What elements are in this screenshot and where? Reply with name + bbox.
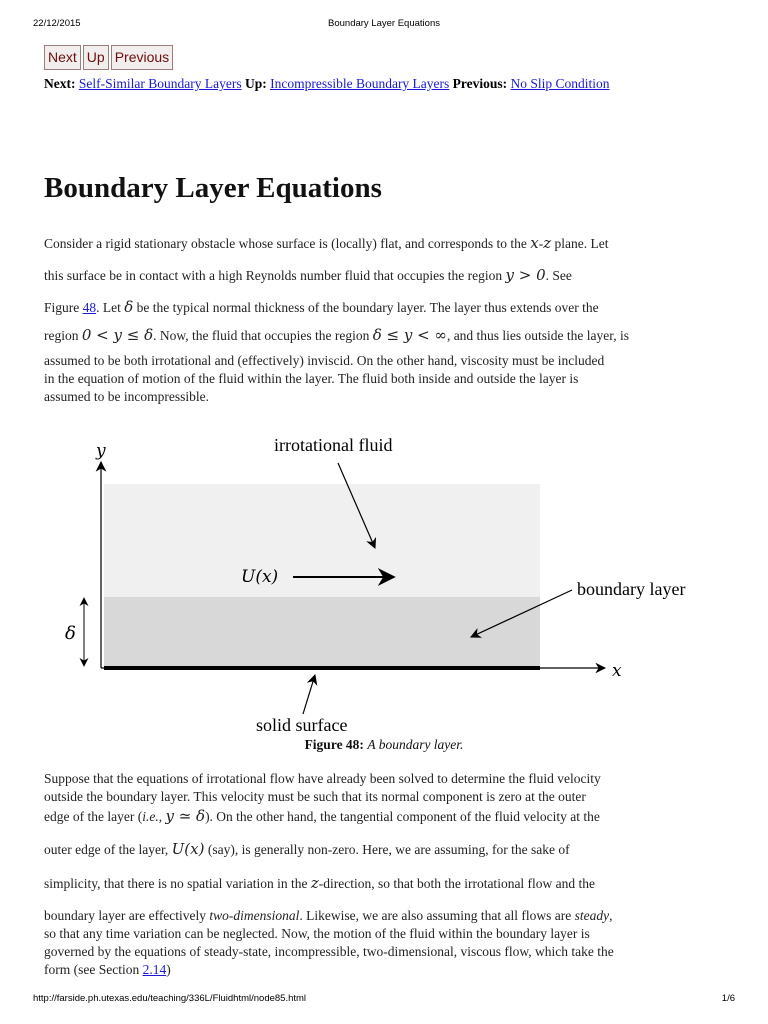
text-line: assumed to be incompressible. [44, 389, 209, 404]
print-page-number: 1/6 [721, 993, 735, 1004]
irrotational-fluid-label: irrotational fluid [274, 435, 393, 455]
text-line: form (see Section 2.14) [44, 962, 171, 977]
text-line: edge of the layer (i.e., y ≃ δ). On the other hand, the tangential component of the fluid velocity at the [44, 807, 600, 825]
solid-surface-label: solid surface [256, 715, 348, 735]
caption-number: Figure 48: [304, 737, 364, 752]
text-line: so that any time variation can be neglected. Now, the motion of the fluid within the boundary layer is [44, 926, 590, 941]
previous-link[interactable]: No Slip Condition [510, 76, 610, 91]
text-line: governed by the equations of steady-state, incompressible, two-dimensional, viscous flow, which take the [44, 944, 614, 959]
print-url: http://farside.ph.utexas.edu/teaching/336L/Fluidhtml/node85.html [33, 993, 307, 1004]
math-z: z [543, 234, 552, 252]
text-line: Suppose that the equations of irrotational flow have already been solved to determine the fluid velocity [44, 771, 601, 786]
math-x: x [530, 234, 539, 252]
print-title: Boundary Layer Equations [328, 18, 440, 29]
body-paragraph [44, 770, 724, 979]
irrotational-region [104, 484, 540, 597]
print-date: 22/12/2015 [33, 18, 81, 29]
text-line: simplicity, that there is no spatial variation in the z-direction, so that both the irrotational flow and the [44, 874, 596, 892]
previous-label: Previous: [452, 76, 508, 91]
figure-caption [0, 737, 768, 753]
previous-button[interactable]: Previous [111, 45, 173, 70]
section-2-14-link[interactable]: 2.14 [142, 962, 167, 977]
math-z: z [310, 874, 319, 892]
next-button[interactable]: Next [44, 45, 81, 70]
next-label: Next: [44, 76, 76, 91]
x-axis-label: x [612, 661, 622, 681]
nav-buttons [44, 45, 173, 70]
intro-paragraph [44, 232, 724, 406]
next-link[interactable]: Self-Similar Boundary Layers [78, 76, 242, 91]
text-line: assumed to be both irrotational and (effectively) inviscid. On the other hand, viscosity must be included [44, 353, 605, 368]
figure-48-link[interactable]: 48 [82, 300, 97, 315]
page-title: Boundary Layer Equations [44, 172, 382, 204]
text-line: Figure 48. Let δ be the typical normal thickness of the boundary layer. The layer thus extends over the [44, 298, 599, 316]
y-axis-label: y [96, 441, 106, 461]
print-footer [33, 993, 735, 1007]
math-inline: y > 0 [505, 266, 546, 284]
math-inline: 0 < y ≤ δ [81, 326, 154, 344]
text-line: boundary layer are effectively two-dimensional. Likewise, we are also assuming that all flows are steady, [44, 908, 613, 923]
text-line: region 0 < y ≤ δ. Now, the fluid that occupies the region δ ≤ y < ∞, and thus lies outside the layer, is [44, 326, 629, 344]
up-button[interactable]: Up [83, 45, 109, 70]
text-line: in the equation of motion of the fluid within the layer. The fluid both inside and outside the layer is [44, 371, 579, 386]
text-line: outside the boundary layer. This velocity must be such that its normal component is zero at the outer [44, 789, 586, 804]
boundary-layer-figure [40, 430, 730, 760]
up-link[interactable]: Incompressible Boundary Layers [270, 76, 450, 91]
math-delta: δ [124, 298, 134, 316]
boundary-layer-label: boundary layer [577, 579, 686, 599]
delta-label: δ [65, 623, 76, 644]
up-label: Up: [244, 76, 267, 91]
math-inline: δ ≤ y < ∞ [372, 326, 447, 344]
text-line: this surface be in contact with a high Reynolds number fluid that occupies the region y > 0. See [44, 266, 572, 284]
nav-breadcrumb [44, 75, 734, 93]
math-inline: U(x) [171, 840, 205, 858]
print-header [33, 18, 735, 32]
caption-text: A boundary layer. [367, 737, 464, 752]
boundary-layer-region [104, 597, 540, 667]
math-inline: y ≃ δ [165, 807, 206, 825]
flow-label: U(x) [241, 567, 279, 587]
surface-pointer [303, 675, 315, 714]
text-line: Consider a rigid stationary obstacle whose surface is (locally) flat, and corresponds to the x-z plane. Let [44, 234, 609, 252]
text-line: outer edge of the layer, U(x) (say), is generally non-zero. Here, we are assuming, for the sake of [44, 840, 570, 858]
